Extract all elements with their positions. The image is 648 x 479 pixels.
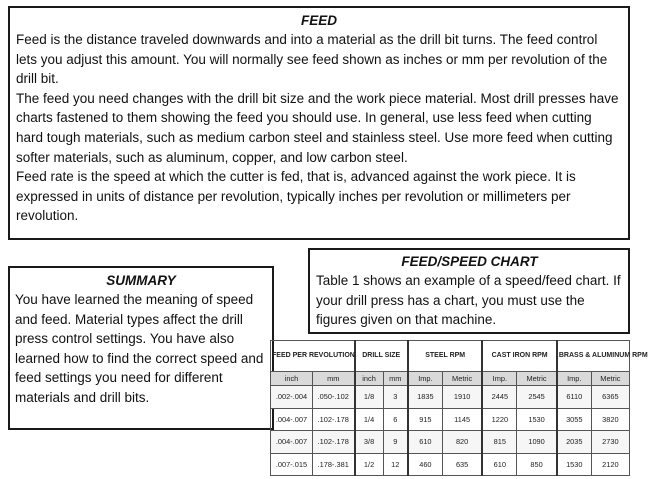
table-cell: 1/4	[355, 408, 384, 431]
table-cell: .004-.007	[271, 431, 313, 454]
summary-section	[8, 266, 274, 430]
table-cell: 3055	[557, 408, 591, 431]
table-cell: 1/2	[355, 453, 384, 476]
table-subheader: mm	[313, 372, 355, 386]
table-subheader: inch	[271, 372, 313, 386]
table-cell: 1090	[517, 431, 557, 454]
table-cell: 12	[383, 453, 408, 476]
table-subheader: Metric	[591, 372, 629, 386]
table-cell: 3	[383, 386, 408, 409]
table-cell: .007-.015	[271, 453, 313, 476]
table-cell: 3/8	[355, 431, 384, 454]
summary-title: SUMMARY	[106, 273, 176, 288]
feed-title: FEED	[300, 13, 337, 28]
table-cell: 1220	[482, 408, 516, 431]
feed-speed-chart-section	[308, 248, 630, 334]
table-cell: .102-.178	[313, 408, 355, 431]
feed-speed-chart-title: FEED/SPEED CHART	[401, 254, 538, 269]
table-cell: .102-.178	[313, 431, 355, 454]
summary-text: You have learned the meaning of speed and feed. Material types affect the drill press control settings. You have also learned how to find the correct speed and feed settings you need for different materials and drill bits.	[15, 292, 264, 405]
table-cell: 610	[482, 453, 516, 476]
table-cell: 6365	[591, 386, 629, 409]
table-cell: 820	[442, 431, 482, 454]
table-cell: 460	[408, 453, 442, 476]
feed-paragraph-3: Feed rate is the speed at which the cutter is fed, that is, advanced against the work piece. It is expressed in units of distance per revolution, typically inches per revolution or millimeters per revolution.	[16, 169, 576, 224]
table-cell: 1530	[517, 408, 557, 431]
table-subheader: Metric	[517, 372, 557, 386]
table-row	[271, 453, 630, 476]
table-cell: .178-.381	[313, 453, 355, 476]
table-cell: 3820	[591, 408, 629, 431]
table-cell: 2035	[557, 431, 591, 454]
table-cell: 915	[408, 408, 442, 431]
table-row	[271, 386, 630, 409]
table-subheader: Imp.	[482, 372, 516, 386]
table-cell: 1530	[557, 453, 591, 476]
table-subheader: Imp.	[557, 372, 591, 386]
table-cell: 610	[408, 431, 442, 454]
table-cell: 635	[442, 453, 482, 476]
table-group-header: STEEL RPM	[408, 341, 482, 372]
feed-section	[8, 6, 630, 240]
table-cell: 2545	[517, 386, 557, 409]
table-cell: 2120	[591, 453, 629, 476]
table-cell: 2445	[482, 386, 516, 409]
table-group-header: FEED PER REVOLUTION	[271, 341, 355, 372]
speed-feed-table	[270, 340, 648, 476]
table-cell: .002-.004	[271, 386, 313, 409]
table-cell: 9	[383, 431, 408, 454]
table-subheader-row	[271, 372, 630, 386]
table-cell: 1835	[408, 386, 442, 409]
table-cell: 2730	[591, 431, 629, 454]
table-row	[271, 408, 630, 431]
speed-feed-table-container	[270, 340, 648, 476]
table-subheader: Imp.	[408, 372, 442, 386]
table-subheader: mm	[383, 372, 408, 386]
table-subheader: Metric	[442, 372, 482, 386]
table-cell: 815	[482, 431, 516, 454]
table-cell: .050-.102	[313, 386, 355, 409]
table-cell: 1910	[442, 386, 482, 409]
table-group-header: DRILL SIZE	[355, 341, 408, 372]
table-cell: .004-.007	[271, 408, 313, 431]
table-cell: 850	[517, 453, 557, 476]
feed-paragraph-1: Feed is the distance traveled downwards and into a material as the drill bit turns. The feed control lets you adjust this amount. You will normally see feed shown as inches or mm per revolution of the drill bit.	[16, 32, 608, 87]
table-group-header-row	[271, 341, 630, 372]
table-group-header: BRASS & ALUMINUM RPM	[557, 341, 630, 372]
feed-paragraph-2: The feed you need changes with the drill bit size and the work piece material. Most drill presses have charts fastened to them showing the feed you should use. In general, use less feed when cutting hard tough materials, such as medium carbon steel and stainless steel. Use more feed when cutting softer materials, such as aluminum, copper, and low carbon steel.	[16, 90, 619, 165]
table-cell: 6110	[557, 386, 591, 409]
table-cell: 1145	[442, 408, 482, 431]
table-cell: 1/8	[355, 386, 384, 409]
table-group-header: CAST IRON RPM	[482, 341, 556, 372]
table-row	[271, 431, 630, 454]
table-cell: 6	[383, 408, 408, 431]
table-subheader: inch	[355, 372, 384, 386]
feed-speed-chart-text: Table 1 shows an example of a speed/feed chart. If your drill press has a chart, you must use the figures given on that machine.	[316, 273, 621, 328]
